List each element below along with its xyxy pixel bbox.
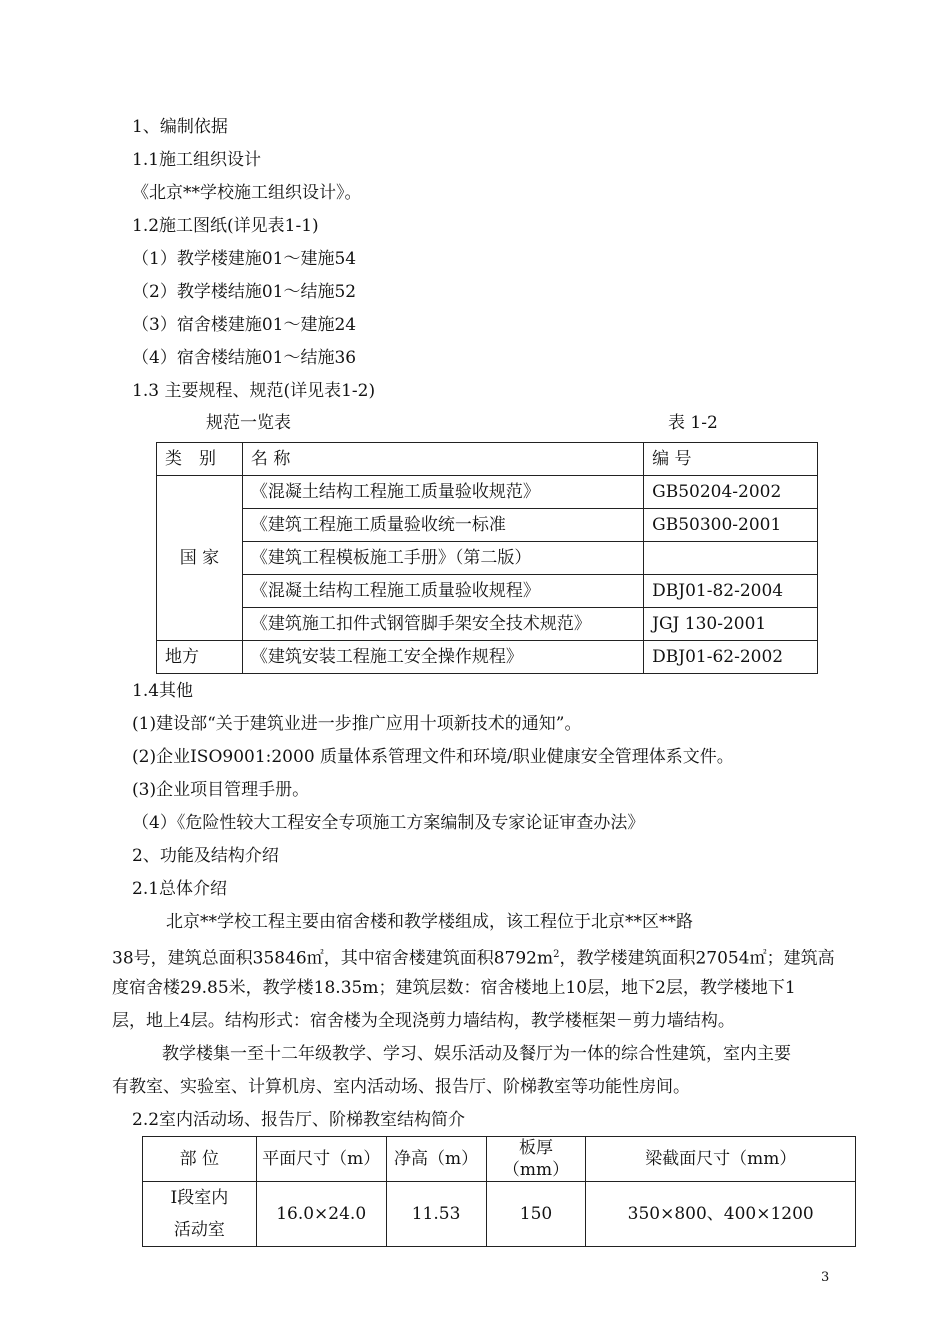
table-row (157, 542, 818, 575)
drawing-item-4: （4）宿舍楼结施01～结施36 (132, 348, 357, 368)
part-line-2: 活动室 (173, 1220, 225, 1240)
table-header-row (157, 443, 818, 476)
heading-1-3: 1.3 主要规程、规范(详见表1-2) (132, 381, 376, 401)
standards-table (156, 442, 818, 674)
drawing-item-2: （2）教学楼结施01～结施52 (132, 282, 357, 302)
paragraph-line: 有教室、实验室、计算机房、室内活动场、报告厅、阶梯教室等功能性房间。 (112, 1077, 690, 1097)
drawing-item-3: （3）宿舍楼建施01～建施24 (132, 315, 357, 335)
heading-1-4: 1.4其他 (132, 681, 194, 701)
drawing-item-1: （1）教学楼建施01～建施54 (132, 249, 357, 269)
header-part: 部 位 (143, 1137, 257, 1182)
paragraph-line: 教学楼集一至十二年级教学、学习、娱乐活动及餐厅为一体的综合性建筑，室内主要 (162, 1044, 791, 1064)
header-height: 净高（m） (386, 1137, 486, 1182)
standard-name: 《建筑安装工程施工安全操作规程》 (242, 641, 643, 674)
cell-thickness: 150 (486, 1182, 586, 1247)
other-item-4: （4）《危险性较大工程安全专项施工方案编制及专家论证审查办法》 (132, 813, 645, 833)
header-size: 平面尺寸（m） (256, 1137, 386, 1182)
standard-name: 《混凝土结构工程施工质量验收规范》 (242, 476, 643, 509)
standard-code: DBJ01-82-2004 (644, 575, 818, 608)
table-number: 表 1-2 (668, 413, 718, 433)
cell-size: 16.0×24.0 (256, 1182, 386, 1247)
table-row (157, 476, 818, 509)
part-line-1: Ⅰ段室内 (170, 1188, 229, 1208)
table-caption: 规范一览表 (206, 413, 291, 433)
category-national: 国 家 (157, 476, 243, 641)
standard-code: JGJ 130-2001 (644, 608, 818, 641)
paragraph-line: 北京**学校工程主要由宿舍楼和教学楼组成，该工程位于北京**区**路 (166, 912, 693, 932)
standard-code (644, 542, 818, 575)
heading-2-1: 2.1总体介绍 (132, 879, 228, 899)
heading-1-1: 1.1施工组织设计 (132, 150, 262, 170)
header-category: 类 别 (157, 443, 243, 476)
table-row (157, 575, 818, 608)
table-row (157, 608, 818, 641)
paragraph-line: 层，地上4层。结构形式：宿舍楼为全现浇剪力墙结构，教学楼框架－剪力墙结构。 (112, 1011, 735, 1031)
room-structure-table (142, 1136, 856, 1247)
superscript: 2 (553, 949, 560, 960)
category-local: 地方 (157, 641, 243, 674)
standard-code: GB50300-2001 (644, 509, 818, 542)
table-row (157, 641, 818, 674)
other-item-1: (1)建设部“关于建筑业进一步推广应用十项新技术的通知”。 (132, 714, 582, 734)
heading-1-2: 1.2施工图纸(详见表1-1) (132, 216, 319, 236)
area-text-b: ，教学楼建筑面积27054㎡；建筑高 (559, 948, 835, 969)
cell-beam: 350×800、400×1200 (586, 1182, 856, 1247)
cell-part (143, 1182, 257, 1247)
standard-code: DBJ01-62-2002 (644, 641, 818, 674)
other-item-3: (3)企业项目管理手册。 (132, 780, 310, 800)
header-name: 名 称 (242, 443, 643, 476)
table-header-row (143, 1137, 856, 1182)
table-row (157, 509, 818, 542)
table-row (143, 1182, 856, 1247)
other-item-2: (2)企业ISO9001:2000 质量体系管理文件和环境/职业健康安全管理体系文件。 (132, 747, 734, 767)
heading-1: 1、编制依据 (132, 117, 228, 137)
heading-2: 2、功能及结构介绍 (132, 846, 279, 866)
page-number: 3 (821, 1270, 830, 1285)
heading-2-2: 2.2室内活动场、报告厅、阶梯教室结构简介 (132, 1110, 466, 1130)
standard-name: 《混凝土结构工程施工质量验收规程》 (242, 575, 643, 608)
header-thickness: 板厚（mm） (486, 1137, 586, 1182)
standard-name: 《建筑工程模板施工手册》（第二版） (242, 542, 643, 575)
text-1-1: 《北京**学校施工组织设计》。 (132, 183, 362, 203)
header-code: 编 号 (644, 443, 818, 476)
cell-height: 11.53 (386, 1182, 486, 1247)
paragraph-line: 度宿舍楼29.85米，教学楼18.35m；建筑层数：宿舍楼地上10层，地下2层，教学楼地下1 (112, 978, 796, 998)
paragraph-line (112, 944, 835, 970)
standard-code: GB50204-2002 (644, 476, 818, 509)
header-beam: 梁截面尺寸（mm） (586, 1137, 856, 1182)
standard-name: 《建筑施工扣件式钢管脚手架安全技术规范》 (242, 608, 643, 641)
area-text-a: 38号，建筑总面积35846㎡，其中宿舍楼建筑面积8792m (112, 948, 554, 969)
standard-name: 《建筑工程施工质量验收统一标准 (242, 509, 643, 542)
